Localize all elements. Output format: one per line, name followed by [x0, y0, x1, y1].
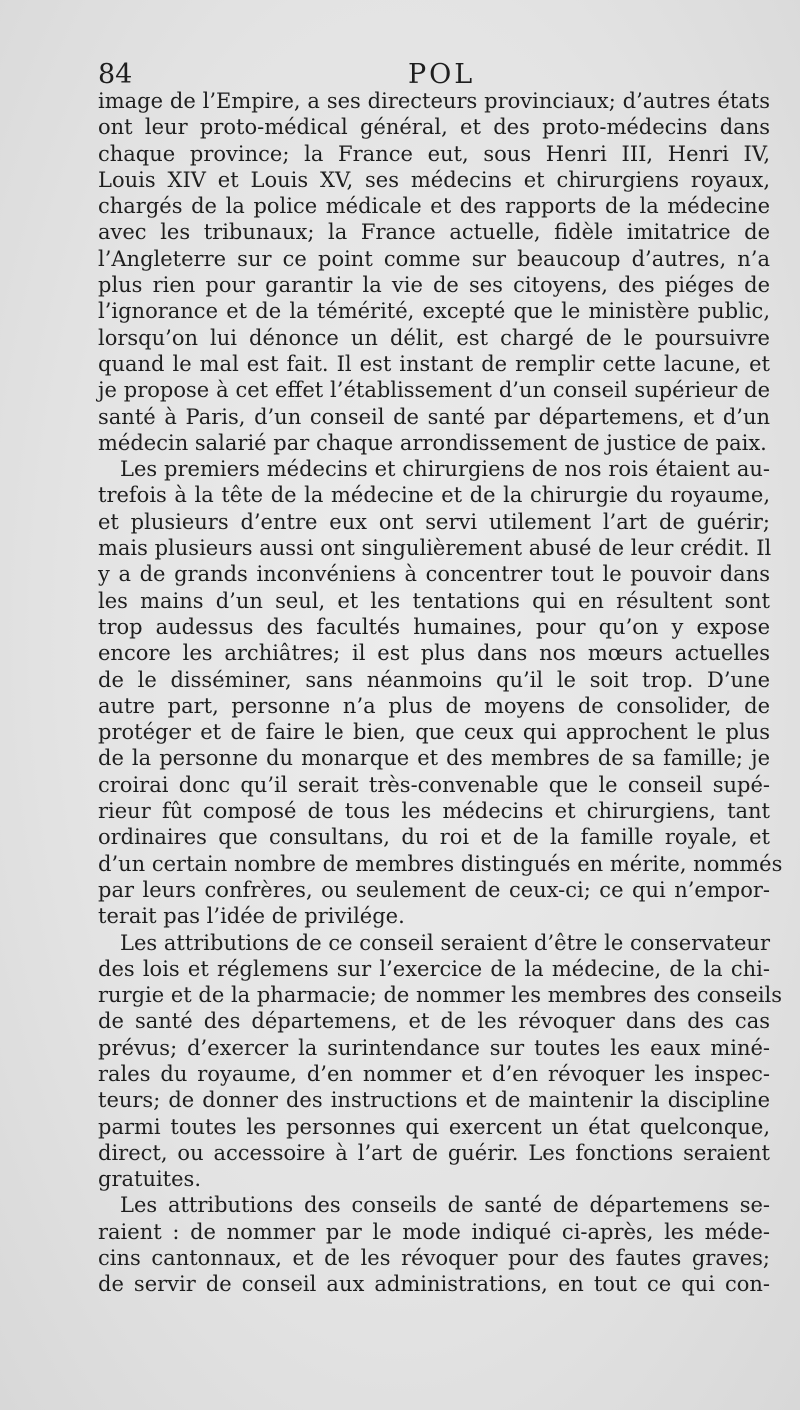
- text-line: gratuites.: [98, 1167, 202, 1192]
- text-line: ont leur proto-médical général, et des proto-médecins dans: [98, 115, 770, 140]
- page-header: [98, 58, 770, 92]
- text-line: l’ignorance et de la témérité, excepté que le ministère public,: [98, 299, 770, 324]
- text-line: rurgie et de la pharmacie; de nommer les membres des conseils: [98, 983, 783, 1008]
- text-line: Les attributions des conseils de santé de départemens se-: [120, 1193, 770, 1218]
- text-line: y a de grands inconvéniens à concentrer tout le pouvoir dans: [98, 562, 770, 587]
- text-line: et plusieurs d’entre eux ont servi utilement l’art de guérir;: [98, 509, 770, 534]
- text-line: d’un certain nombre de membres distingués en mérite, nommés: [98, 851, 783, 876]
- text-line: avec les tribunaux; la France actuelle, fidèle imitatrice de: [98, 220, 770, 245]
- text-line: les mains d’un seul, et les tentations qui en résultent sont: [98, 588, 770, 613]
- text-line: quand le mal est fait. Il est instant de remplir cette lacune, et: [98, 351, 770, 376]
- paragraph: [98, 1192, 770, 1297]
- text-line: mais plusieurs aussi ont singulièrement abusé de leur crédit. Il: [98, 536, 772, 561]
- text-line: teurs; de donner des instructions et de maintenir la discipline: [98, 1088, 770, 1113]
- text-line: plus rien pour garantir la vie de ses citoyens, des piéges de: [98, 273, 770, 298]
- text-line: encore les archiâtres; il est plus dans nos mœurs actuelles: [98, 641, 770, 666]
- page-number: 84: [98, 59, 133, 90]
- text-line: chargés de la police médicale et des rapports de la médecine: [98, 194, 770, 219]
- text-line: de le disséminer, sans néanmoins qu’il le soit trop. D’une: [98, 667, 770, 692]
- paragraph: [98, 930, 783, 1193]
- body-text: [98, 88, 783, 1298]
- running-head: POL: [408, 59, 476, 90]
- text-line: trefois à la tête de la médecine et de la chirurgie du royaume,: [98, 483, 770, 508]
- text-line: trop audessus des facultés humaines, pour qu’on y expose: [98, 614, 770, 639]
- text-line: médecin salarié par chaque arrondissement de justice de paix.: [98, 430, 767, 455]
- text-line: de santé des départemens, et de les révoquer dans des cas: [98, 1009, 770, 1034]
- text-line: rieur fût composé de tous les médecins et chirurgiens, tant: [98, 799, 770, 824]
- text-line: lorsqu’on lui dénonce un délit, est chargé de le poursuivre: [98, 325, 770, 350]
- paragraph: [98, 88, 770, 456]
- text-line: terait pas l’idée de privilége.: [98, 904, 405, 929]
- text-line: de servir de conseil aux administrations, en tout ce qui con-: [98, 1272, 770, 1297]
- text-line: parmi toutes les personnes qui exercent un état quelconque,: [98, 1114, 770, 1139]
- text-line: prévus; d’exercer la surintendance sur toutes les eaux miné-: [98, 1035, 770, 1060]
- text-line: je propose à cet effet l’établissement d’un conseil supérieur de: [98, 378, 770, 403]
- text-line: image de l’Empire, a ses directeurs provinciaux; d’autres états: [98, 89, 770, 113]
- text-line: chaque province; la France eut, sous Henri III, Henri IV,: [98, 141, 770, 166]
- text-line: par leurs confrères, ou seulement de ceux-ci; ce qui n’empor-: [98, 877, 770, 902]
- text-line: Les attributions de ce conseil seraient d’être le conservateur: [120, 930, 770, 955]
- text-line: croirai donc qu’il serait très-convenable que le conseil supé-: [98, 772, 770, 797]
- text-line: raient : de nommer par le mode indiqué ci-après, les méde-: [98, 1219, 770, 1244]
- text-line: santé à Paris, d’un conseil de santé par départemens, et d’un: [98, 404, 770, 429]
- text-line: ordinaires que consultans, du roi et de la famille royale, et: [98, 825, 770, 850]
- text-line: Les premiers médecins et chirurgiens de nos rois étaient au-: [120, 457, 770, 482]
- text-line: direct, ou accessoire à l’art de guérir. Les fonctions seraient: [98, 1140, 770, 1165]
- text-line: autre part, personne n’a plus de moyens de consolider, de: [98, 693, 770, 718]
- text-line: Louis XIV et Louis XV, ses médecins et chirurgiens royaux,: [98, 167, 770, 192]
- text-line: protéger et de faire le bien, que ceux qui approchent le plus: [98, 720, 770, 745]
- text-line: l’Angleterre sur ce point comme sur beaucoup d’autres, n’a: [98, 246, 770, 271]
- text-line: rales du royaume, d’en nommer et d’en révoquer les inspec-: [98, 1061, 770, 1086]
- paragraph: [98, 456, 783, 929]
- text-line: des lois et réglemens sur l’exercice de la médecine, de la chi-: [98, 956, 770, 981]
- text-line: cins cantonnaux, et de les révoquer pour des fautes graves;: [98, 1246, 770, 1271]
- text-line: de la personne du monarque et des membres de sa famille; je: [98, 746, 770, 771]
